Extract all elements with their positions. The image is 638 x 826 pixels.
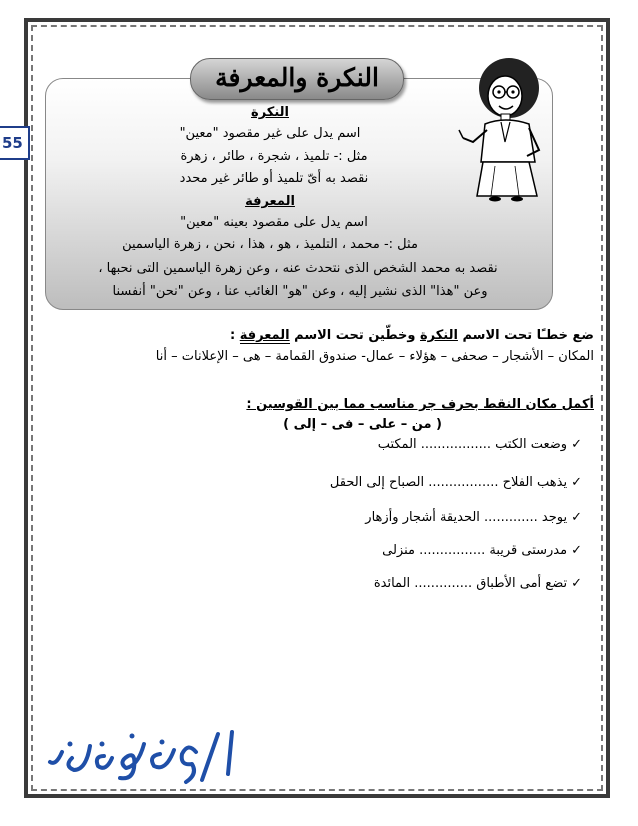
- exercise2-instruction: أكمل مكان النقط بحرف جر مناسب مما بين القوسين :: [246, 397, 594, 412]
- nakira-example: مثل :- تلميذ ، شجرة ، طائر ، زهرة: [180, 149, 368, 164]
- exercise1-text-middle: وخطّين تحت الاسم: [294, 328, 416, 343]
- marifa-definition: اسم يدل على مقصود بعينه "معين": [180, 215, 368, 230]
- check-icon: ✓: [571, 576, 582, 591]
- exercise1-word-list: المكان – الأشجار – صحفى – هؤلاء – عمال- صندوق القمامة – هى – الإعلانات – أنا: [155, 349, 594, 364]
- teacher-illustration: [457, 50, 552, 202]
- page-title: النكرة والمعرفة: [190, 58, 404, 100]
- exercise2-item: [378, 436, 582, 454]
- exercise2-item-text: يوجد ............. الحديقة أشجار وأزهار: [365, 510, 568, 525]
- exercise1-text-end: :: [230, 328, 236, 343]
- exercise2-item-text: تضع أمى الأطباق .............. المائدة: [373, 576, 568, 591]
- exercise2-item: [374, 575, 582, 593]
- check-icon: ✓: [571, 543, 582, 558]
- exercise2-item-text: وضعت الكتب ................. المكتب: [377, 437, 568, 452]
- exercise2-item: [382, 542, 582, 560]
- marifa-meaning-line1: نقصد به محمد الشخص الذى نتحدث عنه ، وعن زهرة الياسمين التى نحبها ،: [98, 261, 498, 276]
- exercise2-item: [365, 509, 582, 527]
- exercise2-options: ( من – على – فى – إلى ): [283, 417, 442, 432]
- exercise1-text-start: ضع خطـًا تحت الاسم: [462, 328, 594, 343]
- exercise1-word-marifa: المعرفة: [239, 328, 290, 343]
- exercise1-word-nakira: النكرة: [419, 328, 458, 343]
- exercise2-item-text: مدرستى قريبة ................ منزلى: [382, 543, 568, 558]
- check-icon: ✓: [571, 437, 582, 452]
- exercise1-instruction: [230, 327, 594, 345]
- check-icon: ✓: [571, 475, 582, 490]
- marifa-example: مثل :- محمد ، التلميذ ، هو ، هذا ، نحن ، زهرة الياسمين: [122, 237, 418, 252]
- nakira-heading: النكرة: [251, 105, 289, 120]
- marifa-meaning-line2: وعن "هذا" الذى نشير إليه ، وعن "هو" الغائب عنا ، وعن "نحن" أنفسنا: [112, 284, 488, 299]
- nakira-definition: اسم يدل على غير مقصود "معين": [179, 126, 361, 141]
- check-icon: ✓: [571, 510, 582, 525]
- exercise2-item-text: يذهب الفلاح ................. الصباح إلى الحقل: [329, 475, 568, 490]
- exercise2-item: [330, 474, 582, 492]
- page-number: 55: [0, 126, 30, 160]
- author-signature: [42, 722, 242, 792]
- nakira-meaning: نقصد به أىّ تلميذ أو طائر غير محدد: [179, 171, 369, 186]
- marifa-heading: المعرفة: [245, 194, 295, 209]
